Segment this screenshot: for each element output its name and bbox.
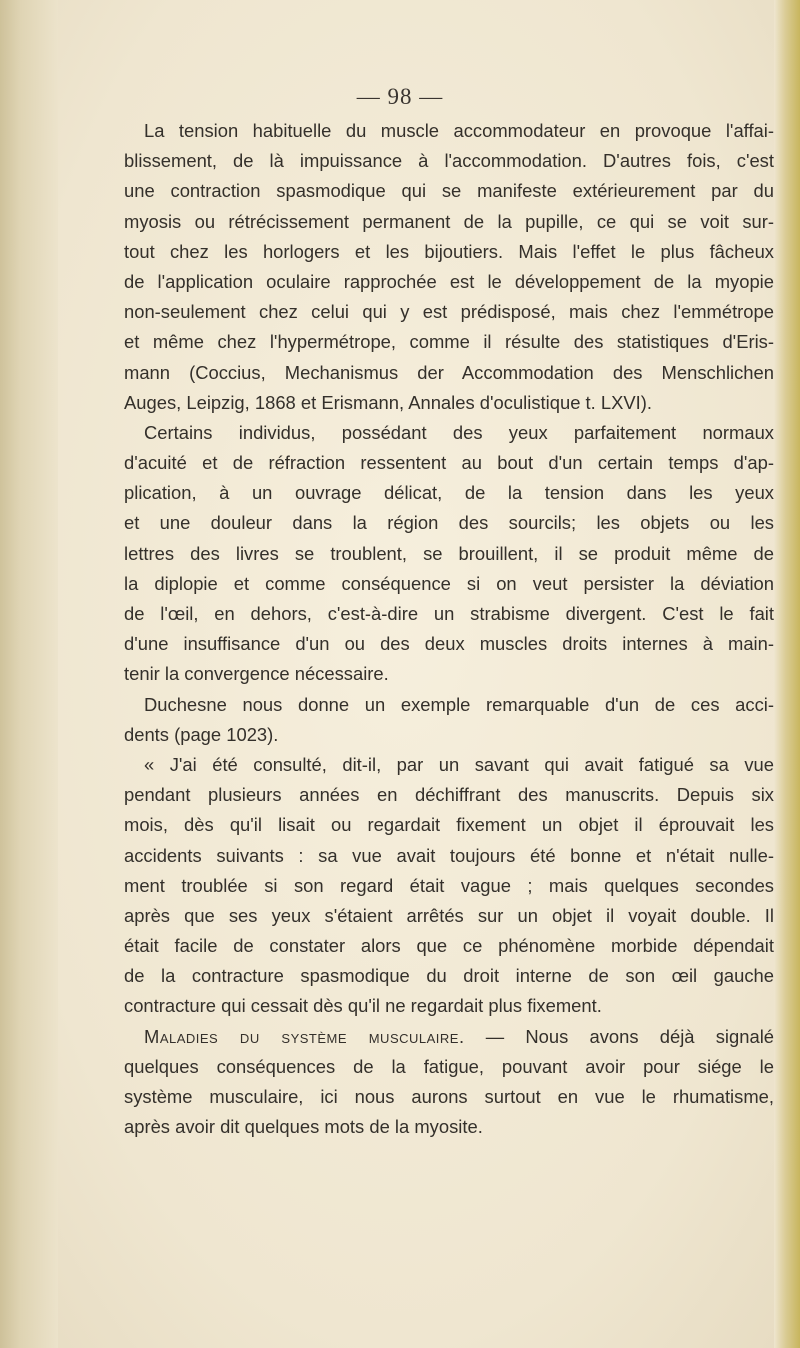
- body-text: [124, 116, 774, 1142]
- text-line: après que ses yeux s'étaient arrêtés sur un objet il voyait double. Il: [124, 904, 774, 926]
- text-line: et même chez l'hypermétrope, comme il résulte des statistiques d'Eris-: [124, 331, 774, 353]
- section-heading: Maladies du système musculaire.: [144, 1025, 465, 1047]
- text-line: « J'ai été consulté, dit-il, par un savant qui avait fatigué sa vue: [144, 753, 774, 775]
- text-line: d'acuité et de réfraction ressentent au bout d'un certain temps d'ap-: [124, 452, 774, 474]
- text-line: Auges, Leipzig, 1868 et Erismann, Annales d'oculistique t. LXVI).: [124, 391, 652, 413]
- text-line: Duchesne nous donne un exemple remarquable d'un de ces acci-: [144, 693, 774, 715]
- text-line: tenir la convergence nécessaire.: [124, 663, 389, 685]
- text-line: après avoir dit quelques mots de la myosite.: [124, 1116, 483, 1138]
- text-line: accidents suivants : sa vue avait toujours été bonne et n'était nulle-: [124, 844, 774, 866]
- text-line: ment troublée si son regard était vague ; mais quelques secondes: [124, 874, 774, 896]
- page-number: — 98 —: [356, 84, 444, 109]
- text-line: myosis ou rétrécissement permanent de la pupille, ce qui se voit sur-: [124, 210, 774, 232]
- text-line: quelques conséquences de la fatigue, pouvant avoir pour siége le: [124, 1055, 774, 1077]
- text-line: mann (Coccius, Mechanismus der Accommodation des Menschlichen: [124, 361, 774, 383]
- text-line: dents (page 1023).: [124, 723, 279, 745]
- text-line: La tension habituelle du muscle accommodateur en provoque l'affai-: [144, 120, 774, 141]
- text-line: une contraction spasmodique qui se manifeste extérieurement par du: [124, 180, 774, 202]
- text-line: d'une insuffisance d'un ou des deux muscles droits internes à main-: [124, 633, 774, 655]
- text-line: de la contracture spasmodique du droit interne de son œil gauche: [124, 965, 774, 987]
- page-left-binding-shadow: [0, 0, 58, 1348]
- text-line: système musculaire, ici nous aurons surtout en vue le rhumatisme,: [124, 1086, 774, 1107]
- text-line: de l'œil, en dehors, c'est-à-dire un strabisme divergent. C'est le fait: [124, 603, 774, 624]
- text-line: de l'application oculaire rapprochée est le développement de la myopie: [124, 270, 774, 292]
- text-line: pendant plusieurs années en déchiffrant des manuscrits. Depuis six: [124, 784, 774, 806]
- text-line: Certains individus, possédant des yeux parfaitement normaux: [144, 421, 774, 443]
- section-heading-line: [124, 1022, 774, 1052]
- text-line: mois, dès qu'il lisait ou regardait fixement un objet il éprouvait les: [124, 814, 774, 836]
- text-line: était facile de constater alors que ce phénomène morbide dépendait: [124, 935, 774, 957]
- text-line: blissement, de là impuissance à l'accommodation. D'autres fois, c'est: [124, 150, 774, 172]
- text-line-continuation: — Nous avons déjà signalé: [464, 1025, 775, 1047]
- text-line: plication, à un ouvrage délicat, de la tension dans les yeux: [124, 482, 774, 504]
- text-line: tout chez les horlogers et les bijoutiers. Mais l'effet le plus fâcheux: [124, 240, 774, 262]
- text-line: lettres des livres se troublent, se brouillent, il se produit même de: [124, 542, 774, 564]
- text-line: contracture qui cessait dès qu'il ne regardait plus fixement.: [124, 995, 602, 1017]
- text-line: non-seulement chez celui qui y est prédisposé, mais chez l'emmétrope: [124, 301, 774, 323]
- text-line: et une douleur dans la région des sourcils; les objets ou les: [124, 512, 774, 534]
- text-line: la diplopie et comme conséquence si on veut persister la déviation: [124, 572, 774, 594]
- page-right-edge-discoloration: [774, 0, 800, 1348]
